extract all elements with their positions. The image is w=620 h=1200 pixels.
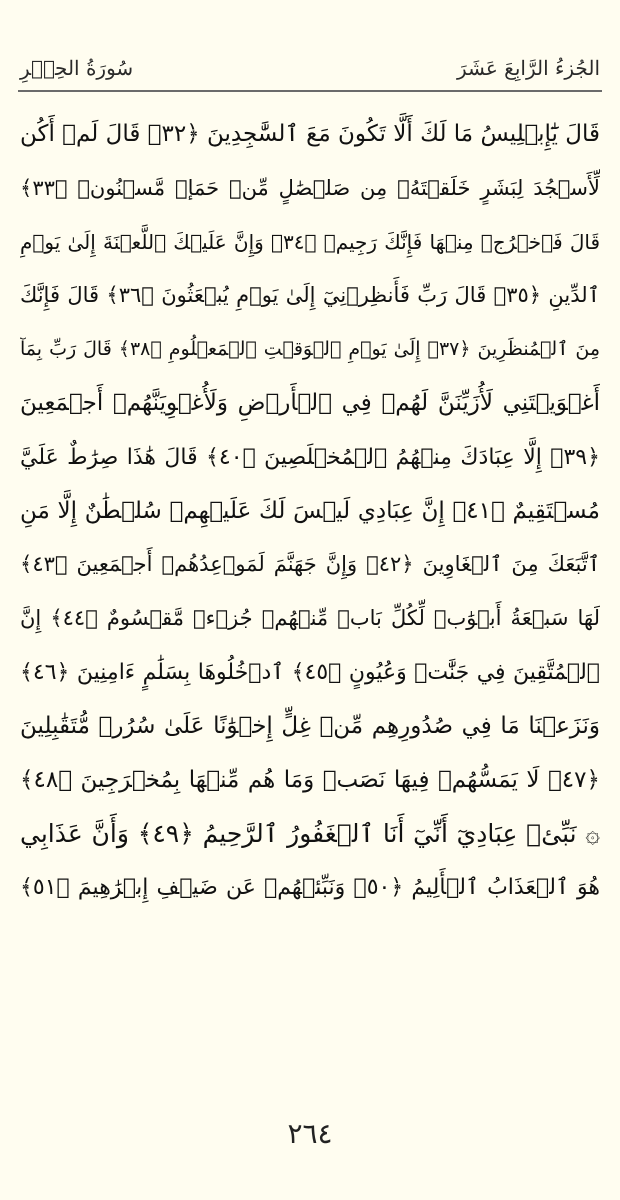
surah-title: سُورَةُ الحِجۡرِ <box>20 56 134 80</box>
text-line: مُسۡتَقِيمٌ ﴿٤١﴾ إِنَّ عِبَادِي لَيۡسَ لَكَ عَلَيۡهِمۡ سُلۡطَٰنٌ إِلَّا مَنِ <box>20 497 600 524</box>
text-line: لِّأَسۡجُدَ لِبَشَرٍ خَلَقۡتَهُۥ مِن صَلۡصَٰلٍ مِّنۡ حَمَإٖ مَّسۡنُونٖ ﴿٣٣﴾ <box>20 175 600 200</box>
header-divider <box>18 90 602 92</box>
text-line: ٱتَّبَعَكَ مِنَ ٱلۡغَاوِينَ ﴿٤٢﴾ وَإِنَّ جَهَنَّمَ لَمَوۡعِدُهُمۡ أَجۡمَعِينَ ﴿٤٣﴾ <box>20 552 600 577</box>
text-line: هُوَ ٱلۡعَذَابُ ٱلۡأَلِيمُ ﴿٥٠﴾ وَنَبِّئۡهُمۡ عَن ضَيۡفِ إِبۡرَٰهِيمَ ﴿٥١﴾ <box>20 875 600 901</box>
text-line: ۞ نَبِّئۡ عِبَادِيٓ أَنِّيٓ أَنَا ٱلۡغَفُورُ ٱلرَّحِيمُ ﴿٤٩﴾ وَأَنَّ عَذَابِي <box>20 819 600 849</box>
text-line: قَالَ يَٰٓإِبۡلِيسُ مَا لَكَ أَلَّا تَكُونَ مَعَ ٱلسَّٰجِدِينَ ﴿٣٢﴾ قَالَ لَمۡ أَكُن <box>20 121 600 147</box>
text-line: ﴿٤٧﴾ لَا يَمَسُّهُمۡ فِيهَا نَصَبٞ وَمَا هُم مِّنۡهَا بِمُخۡرَجِينَ ﴿٤٨﴾ <box>20 766 600 793</box>
page-header <box>18 50 602 90</box>
quran-text-block <box>20 108 600 915</box>
text-line: ٱلدِّينِ ﴿٣٥﴾ قَالَ رَبِّ فَأَنظِرۡنِيٓ إِلَىٰ يَوۡمِ يُبۡعَثُونَ ﴿٣٦﴾ قَالَ فَإِنَّكَ <box>20 283 600 308</box>
text-line: أَغۡوَيۡتَنِي لَأُزَيِّنَنَّ لَهُمۡ فِي ٱلۡأَرۡضِ وَلَأُغۡوِيَنَّهُمۡ أَجۡمَعِينَ <box>20 389 600 416</box>
text-line: مِنَ ٱلۡمُنظَرِينَ ﴿٣٧﴾ إِلَىٰ يَوۡمِ ٱلۡوَقۡتِ ٱلۡمَعۡلُومِ ﴿٣٨﴾ قَالَ رَبِّ بِمَآ <box>20 338 600 361</box>
text-line: وَنَزَعۡنَا مَا فِي صُدُورِهِم مِّنۡ غِلٍّ إِخۡوَٰنًا عَلَىٰ سُرُرٖ مُّتَقَٰبِلِينَ <box>20 712 600 739</box>
juz-title: الجُزءُ الرَّابِعَ عَشَرَ <box>457 56 600 80</box>
text-line: ٱلۡمُتَّقِينَ فِي جَنَّٰتٖ وَعُيُونٍ ﴿٤٥﴾ ٱدۡخُلُوهَا بِسَلَٰمٍ ءَامِنِينَ ﴿٤٦﴾ <box>20 659 600 685</box>
text-line: قَالَ فَٱخۡرُجۡ مِنۡهَا فَإِنَّكَ رَجِيمٞ ﴿٣٤﴾ وَإِنَّ عَلَيۡكَ ٱللَّعۡنَةَ إِلَىٰ يَوۡمِ <box>20 229 600 254</box>
text-line: لَهَا سَبۡعَةُ أَبۡوَٰبٖ لِّكُلِّ بَابٖ مِّنۡهُمۡ جُزۡءٞ مَّقۡسُومٌ ﴿٤٤﴾ إِنَّ <box>20 606 600 631</box>
text-line: ﴿٣٩﴾ إِلَّا عِبَادَكَ مِنۡهُمُ ٱلۡمُخۡلَصِينَ ﴿٤٠﴾ قَالَ هَٰذَا صِرَٰطٌ عَلَيَّ <box>20 444 600 470</box>
page-number: ٢٦٤ <box>287 1117 333 1150</box>
